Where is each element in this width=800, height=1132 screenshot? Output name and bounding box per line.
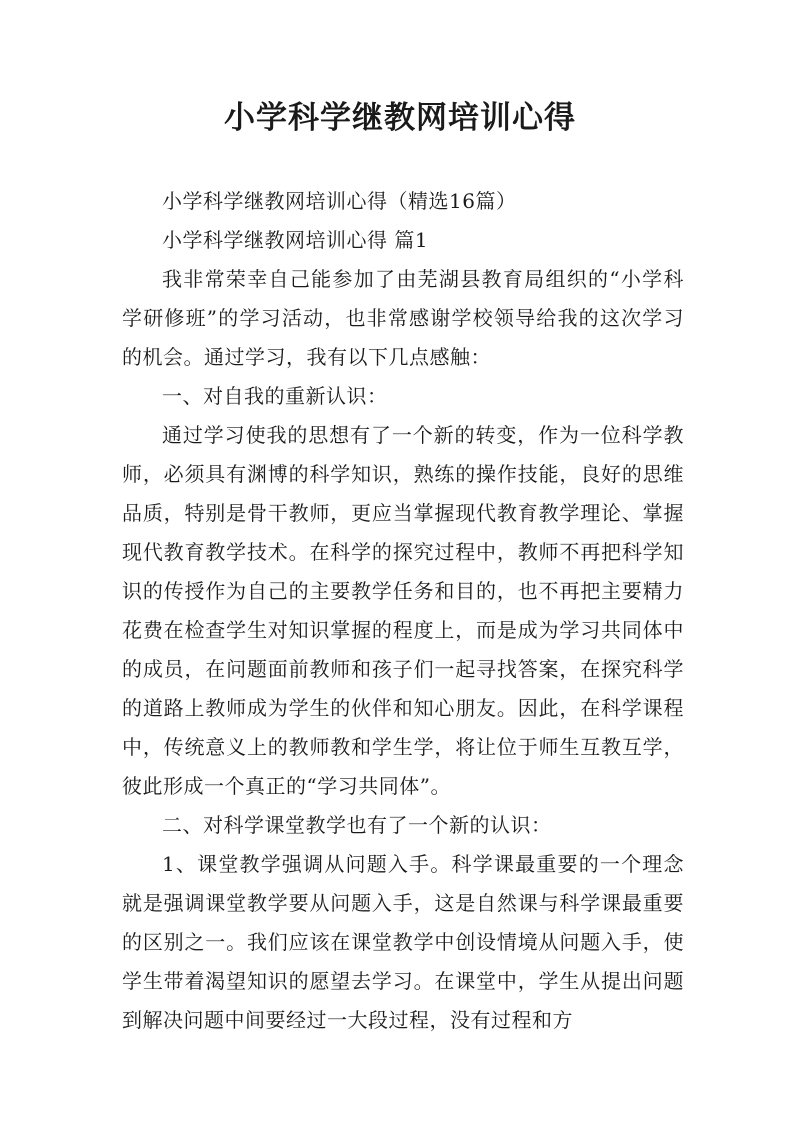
section-heading: 小学科学继教网培训心得 篇1 — [162, 228, 429, 252]
body-paragraph: 通过学习使我的思想有了一个新的转变，作为一位科学教师，必须具有渊博的科学知识，熟练的操作技能，良好的思维品质，特别是骨干教师，更应当掌握现代教育教学理论、掌握现代教育教学技术。在科学的探究过程中，教师不再把科学知识的传授作为自己的主要教学任务和目的，也不再把主要精力花费在检查学生对知识掌握的程度上，而是成为学习共同体中的成员，在问题面前教师和孩子们一起寻找答案，在探究科学的道路上教师成为学生的伙伴和知心朋友。因此，在科学课程中，传统意义上的教师教和学生学，将让位于师生互教互学，彼此形成一个真正的“学习共同体”。 — [122, 423, 684, 798]
document-title: 小学科学继教网培训心得 — [224, 100, 576, 136]
body-paragraph: 我非常荣幸自己能参加了由芜湖县教育局组织的“小学科学研修班”的学习活动，也非常感谢学校领导给我的这次学习的机会。通过学习，我有以下几点感触： — [122, 267, 684, 369]
document-body — [122, 182, 684, 1040]
section-heading: 二、对科学课堂教学也有了一个新的认识： — [162, 813, 552, 837]
body-paragraph: 1、课堂教学强调从问题入手。科学课最重要的一个理念就是强调课堂教学要从问题入手，这是自然课与科学课最重要的区别之一。我们应该在课堂教学中创设情境从问题入手，使学生带着渴望知识的愿望去学习。在课堂中，学生从提出问题到解决问题中间要经过一大段过程，没有过程和方 — [122, 852, 684, 1032]
section-heading: 一、对自我的重新认识： — [162, 384, 388, 408]
subtitle-paragraph: 小学科学继教网培训心得（精选16篇） — [162, 189, 517, 213]
